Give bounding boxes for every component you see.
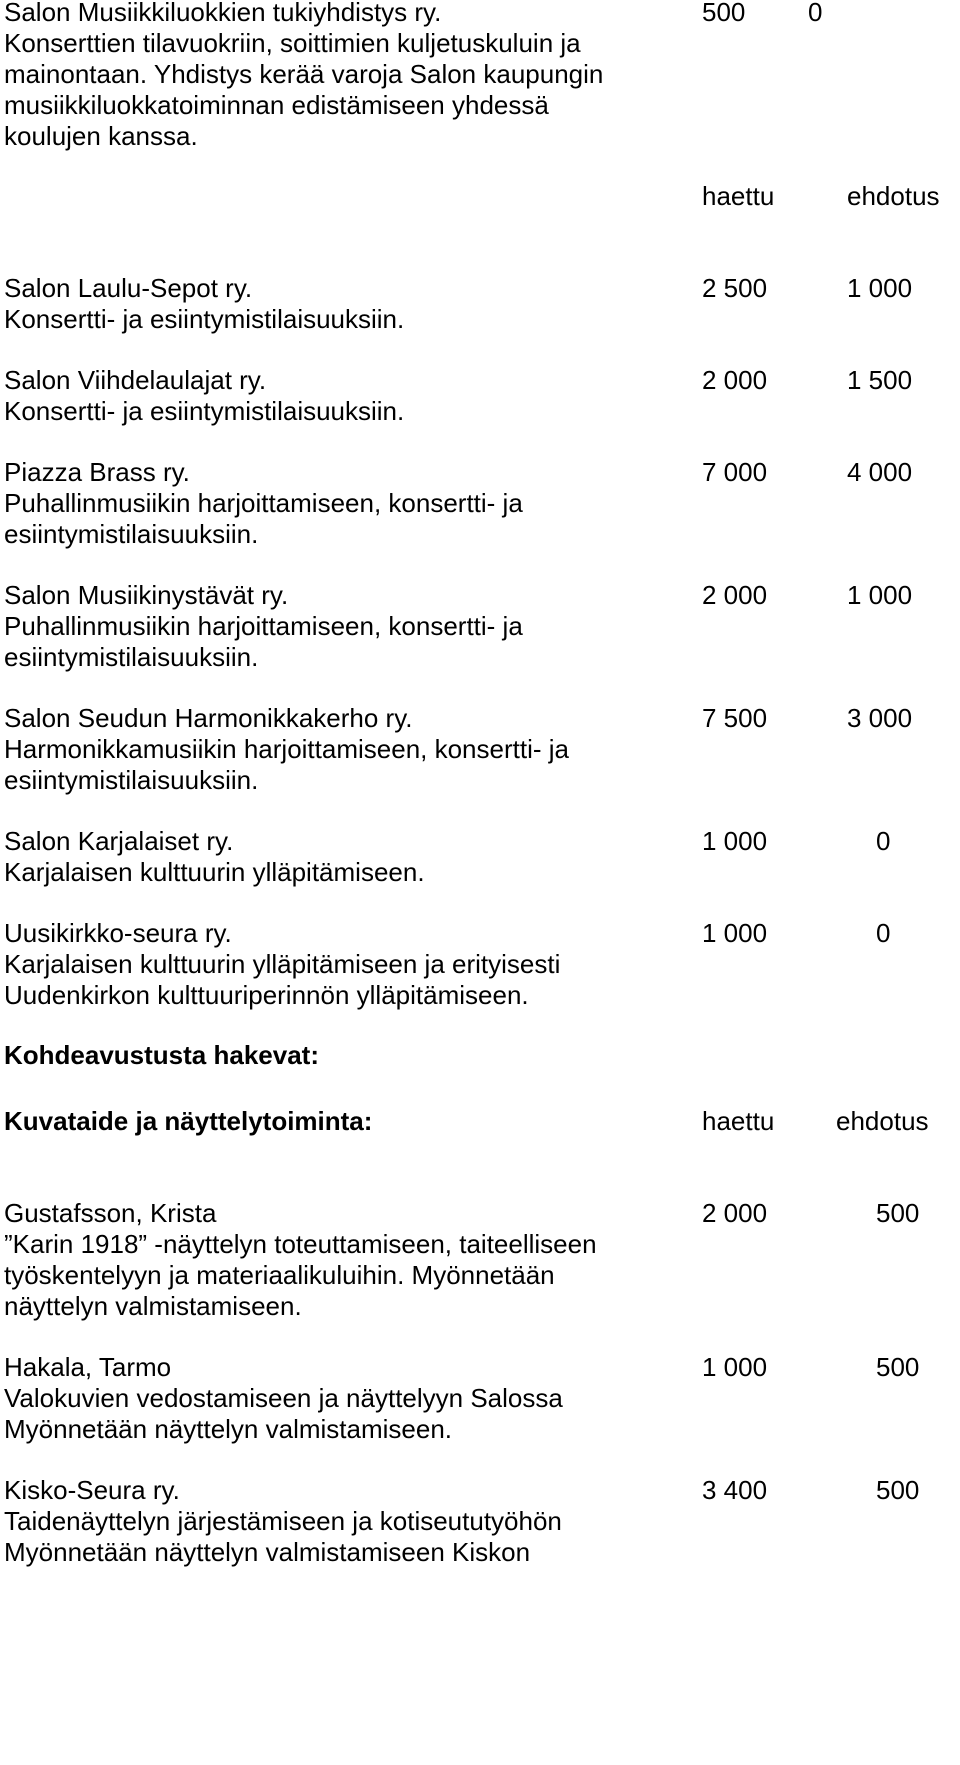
entry-description: työskentelyyn ja materiaalikuluihin. Myönnetään — [4, 1260, 555, 1290]
amount-ehdotus: 500 — [876, 1198, 920, 1228]
entry-name: Gustafsson, Krista — [4, 1198, 217, 1228]
entry-description: esiintymistilaisuuksiin. — [4, 642, 259, 672]
entry-name: Salon Musiikkiluokkien tukiyhdistys ry. — [4, 0, 442, 27]
entry-description: Taidenäyttelyn järjestämiseen ja kotiseututyöhön — [4, 1506, 562, 1536]
amount-ehdotus: 1 000 — [847, 273, 913, 303]
entry-description: Karjalaisen kulttuurin ylläpitämiseen. — [4, 857, 425, 887]
amount-haettu: 7 000 — [702, 457, 768, 487]
entry-description: Puhallinmusiikin harjoittamiseen, konsertti- ja — [4, 488, 523, 518]
subsection-title: Kuvataide ja näyttelytoiminta: — [4, 1106, 373, 1136]
entry-description: esiintymistilaisuuksiin. — [4, 765, 259, 795]
amount-ehdotus: 0 — [808, 0, 823, 27]
entry-description: ”Karin 1918” -näyttelyn toteuttamiseen, taiteelliseen — [4, 1229, 597, 1259]
amount-haettu: 2 500 — [702, 273, 768, 303]
entry-name: Salon Laulu-Sepot ry. — [4, 273, 253, 303]
amount-ehdotus: 1 500 — [847, 365, 913, 395]
amount-haettu: 3 400 — [702, 1475, 768, 1505]
entry-name: Salon Musiikinystävät ry. — [4, 580, 289, 610]
section-heading: Kohdeavustusta hakevat: — [4, 1040, 319, 1070]
entry-description: esiintymistilaisuuksiin. — [4, 519, 259, 549]
amount-haettu: 500 — [702, 0, 746, 27]
entry-name: Piazza Brass ry. — [4, 457, 190, 487]
amount-haettu: 2 000 — [702, 580, 768, 610]
entry-description: Harmonikkamusiikin harjoittamiseen, konsertti- ja — [4, 734, 569, 764]
entry-description: Uudenkirkon kulttuuriperinnön ylläpitämiseen. — [4, 980, 529, 1010]
entry-description: Konserttien tilavuokriin, soittimien kuljetuskuluin ja — [4, 28, 581, 58]
entry-name: Salon Viihdelaulajat ry. — [4, 365, 267, 395]
entry-name: Hakala, Tarmo — [4, 1352, 172, 1382]
amount-ehdotus: 500 — [876, 1475, 920, 1505]
entry-description: näyttelyn valmistamiseen. — [4, 1291, 302, 1321]
entry-description: Myönnetään näyttelyn valmistamiseen Kiskon — [4, 1537, 531, 1567]
entry-description: Valokuvien vedostamiseen ja näyttelyyn Salossa — [4, 1383, 563, 1413]
amount-ehdotus: 4 000 — [847, 457, 913, 487]
entry-description: Konsertti- ja esiintymistilaisuuksiin. — [4, 396, 405, 426]
entry-name: Salon Seudun Harmonikkakerho ry. — [4, 703, 413, 733]
entry-name: Kisko-Seura ry. — [4, 1475, 180, 1505]
column-header-ehdotus: ehdotus — [847, 181, 940, 211]
column-header-haettu: haettu — [702, 181, 775, 211]
amount-haettu: 1 000 — [702, 918, 768, 948]
entry-name: Uusikirkko-seura ry. — [4, 918, 232, 948]
amount-ehdotus: 3 000 — [847, 703, 913, 733]
column-header-haettu: haettu — [702, 1106, 775, 1136]
amount-haettu: 2 000 — [702, 1198, 768, 1228]
amount-haettu: 2 000 — [702, 365, 768, 395]
entry-description: Karjalaisen kulttuurin ylläpitämiseen ja erityisesti — [4, 949, 561, 979]
amount-ehdotus: 1 000 — [847, 580, 913, 610]
entry-description: Konsertti- ja esiintymistilaisuuksiin. — [4, 304, 405, 334]
amount-ehdotus: 500 — [876, 1352, 920, 1382]
entry-name: Salon Karjalaiset ry. — [4, 826, 234, 856]
column-header-ehdotus: ehdotus — [836, 1106, 929, 1136]
amount-haettu: 1 000 — [702, 1352, 768, 1382]
entry-description: koulujen kanssa. — [4, 121, 198, 151]
amount-ehdotus: 0 — [876, 918, 891, 948]
amount-haettu: 1 000 — [702, 826, 768, 856]
amount-haettu: 7 500 — [702, 703, 768, 733]
entry-description: musiikkiluokkatoiminnan edistämiseen yhdessä — [4, 90, 549, 120]
entry-description: Puhallinmusiikin harjoittamiseen, konsertti- ja — [4, 611, 523, 641]
entry-description: Myönnetään näyttelyn valmistamiseen. — [4, 1414, 453, 1444]
amount-ehdotus: 0 — [876, 826, 891, 856]
entry-description: mainontaan. Yhdistys kerää varoja Salon kaupungin — [4, 59, 604, 89]
